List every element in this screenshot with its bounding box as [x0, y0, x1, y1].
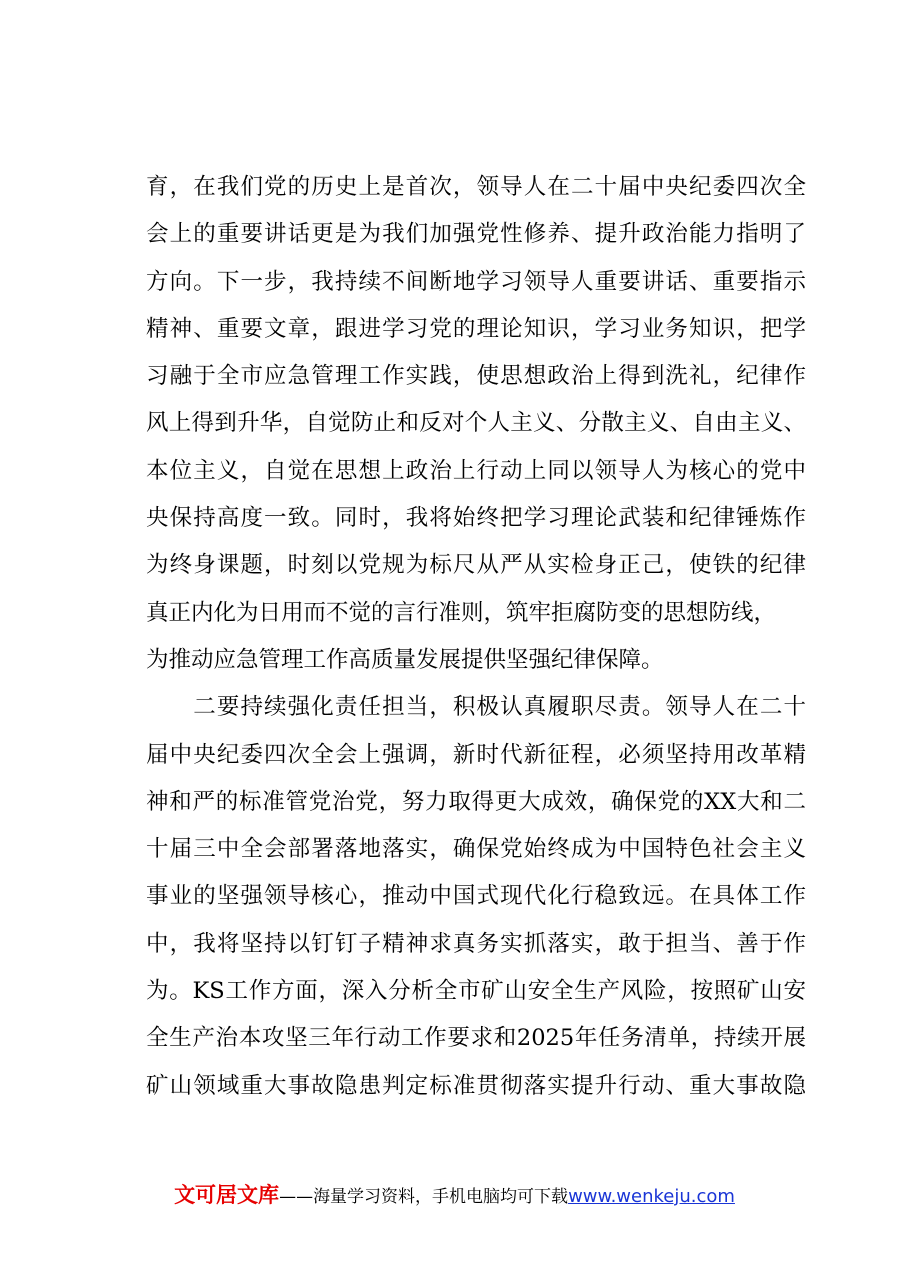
footer-brand: 文可居文库: [174, 1183, 280, 1207]
text-line: 事业的坚强领导核心，推动中国式现代化行稳致远。在具体工作: [146, 883, 806, 910]
text-line: 全生产治本攻坚三年行动工作要求和2025年任务清单，持续开展: [146, 1025, 806, 1052]
text-line: 矿山领域重大事故隐患判定标准贯彻落实提升行动、重大事故隐: [146, 1072, 806, 1099]
text-line: 育，在我们党的历史上是首次，领导人在二十届中央纪委四次全: [146, 174, 806, 200]
document-body: [146, 164, 806, 1110]
text-line: 本位主义，自觉在思想上政治上行动上同以领导人为核心的党中: [146, 457, 806, 484]
text-line: 真正内化为日用而不觉的言行准则，筑牢拒腐防变的思想防线，: [146, 599, 777, 626]
text-line: 方向。下一步，我持续不间断地学习领导人重要讲话、重要指示: [146, 268, 806, 295]
text-line: 习融于全市应急管理工作实践，使思想政治上得到洗礼，纪律作: [146, 363, 806, 390]
text-line: 十届三中全会部署落地落实，确保党始终成为中国特色社会主义: [146, 836, 806, 863]
page-footer: [0, 1180, 909, 1212]
text-line: 为终身课题，时刻以党规为标尺从严从实检身正己，使铁的纪律: [146, 552, 806, 579]
text-line: 为推动应急管理工作高质量发展提供坚强纪律保障。: [146, 646, 664, 673]
text-line: 精神、重要文章，跟进学习党的理论知识，学习业务知识，把学: [146, 315, 806, 342]
footer-slogan: ——海量学习资料，手机电脑均可下载: [279, 1187, 569, 1207]
text-line: 届中央纪委四次全会上强调，新时代新征程，必须坚持用改革精: [146, 741, 806, 768]
text-line: 二要持续强化责任担当，积极认真履职尽责。领导人在二十: [146, 694, 806, 721]
text-line: 中，我将坚持以钉钉子精神求真务实抓落实，敢于担当、善于作: [146, 930, 806, 957]
footer-website-link[interactable]: www.wenkeju.com: [568, 1186, 735, 1207]
text-line: 为。KS工作方面，深入分析全市矿山安全生产风险，按照矿山安: [146, 978, 806, 1005]
text-line: 会上的重要讲话更是为我们加强党性修养、提升政治能力指明了: [146, 221, 806, 248]
text-line: 央保持高度一致。同时，我将始终把学习理论武装和纪律锤炼作: [146, 505, 806, 532]
text-line: 神和严的标准管党治党，努力取得更大成效，确保党的XX大和二: [146, 788, 806, 815]
text-line: 风上得到升华，自觉防止和反对个人主义、分散主义、自由主义、: [146, 410, 806, 437]
